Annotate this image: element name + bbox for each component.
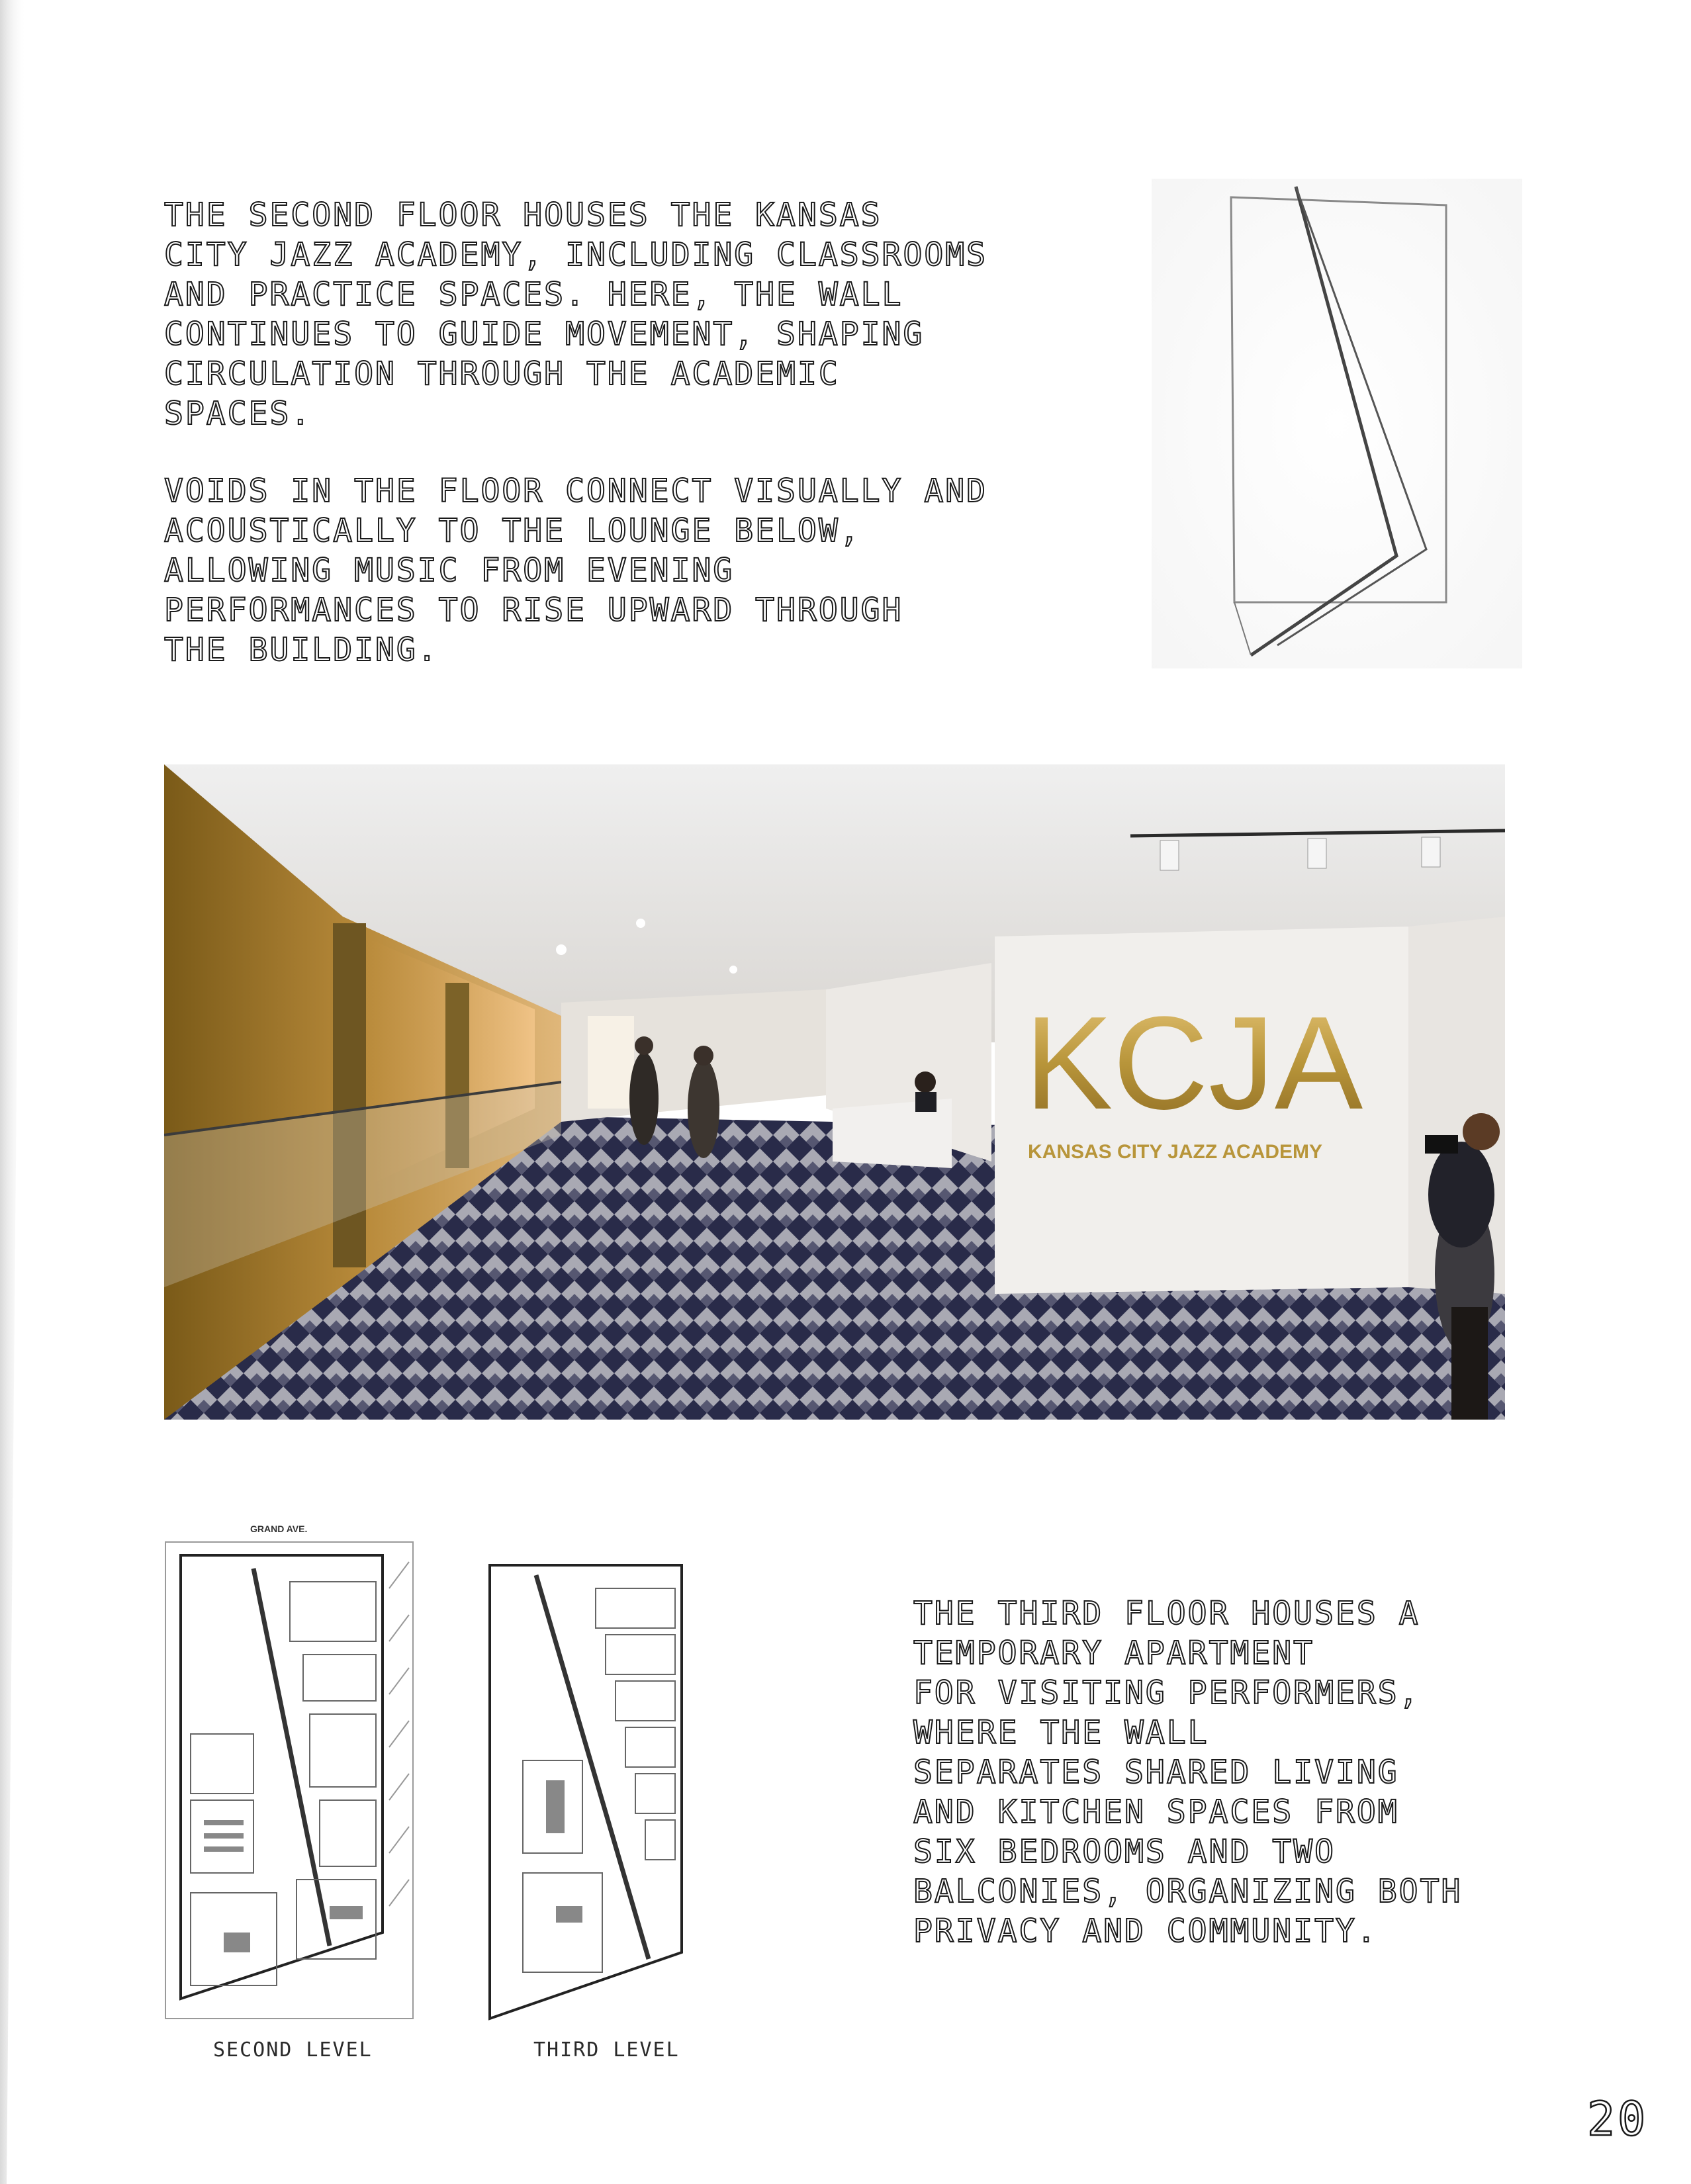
academy-lobby-rendering [164, 764, 1505, 1420]
wall-concept-sketch [1152, 179, 1522, 668]
second-level-floor-plan [164, 1522, 422, 2025]
second-level-caption: SECOND LEVEL [213, 2038, 373, 2062]
kcja-sign-letters: KCJA [1025, 989, 1363, 1137]
third-floor-paragraph: THE THIRD FLOOR HOUSES A TEMPORARY APARTMENT FOR VISITING PERFORMERS, WHERE THE WALL SEPARATES SHARED LIVING AND KITCHEN SPACES FROM SIX BEDROOMS AND TWO BALCONIES, ORGANIZING BOTH PRIVACY AND COMMUNITY. [913, 1595, 1463, 1950]
page-number: 20 [1587, 2092, 1649, 2146]
intro-paragraph-second-floor: THE SECOND FLOOR HOUSES THE KANSAS CITY JAZZ ACADEMY, INCLUDING CLASSROOMS AND PRACTICE SPACES. HERE, THE WALL CONTINUES TO GUIDE MOVEMENT, SHAPING CIRCULATION THROUGH THE ACADEMIC SPACES. [164, 197, 988, 432]
page-edge-shadow [0, 0, 60, 2184]
intro-paragraph-voids: VOIDS IN THE FLOOR CONNECT VISUALLY AND ACOUSTICALLY TO THE LOUNGE BELOW, ALLOWING MUSIC FROM EVENING PERFORMANCES TO RISE UPWARD THROUGH THE BUILDING. [164, 473, 988, 668]
kcja-sign-subtitle: KANSAS CITY JAZZ ACADEMY [1028, 1141, 1323, 1163]
third-level-caption: THIRD LEVEL [533, 2038, 680, 2062]
third-level-floor-plan [483, 1562, 695, 2025]
street-label: GRAND AVE. [250, 1524, 308, 1534]
